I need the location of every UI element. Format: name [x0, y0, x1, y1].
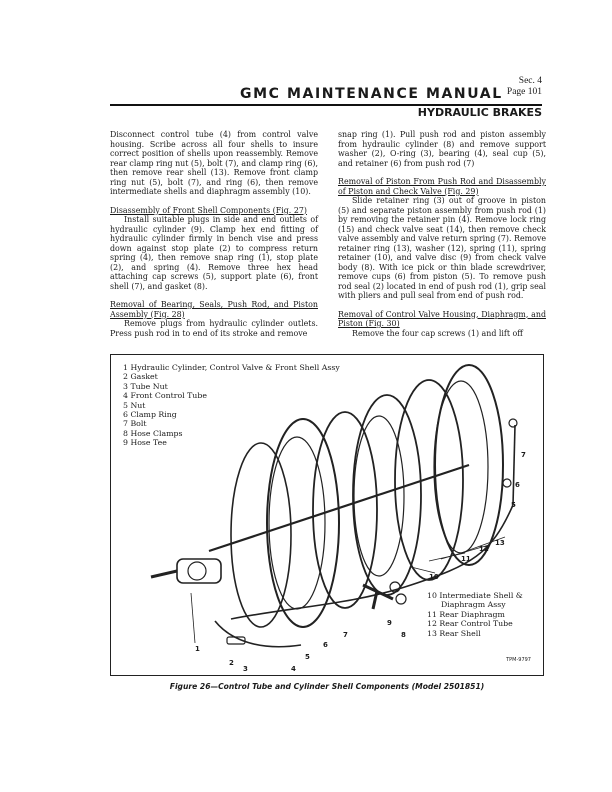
callout-2: 2	[229, 659, 234, 667]
callout-10: 10	[429, 573, 439, 581]
callout-7-front: 7	[343, 631, 348, 639]
section-page-reference	[507, 76, 542, 98]
legend-item: 10 Intermediate Shell &	[427, 591, 523, 600]
parts-legend-right	[427, 591, 523, 638]
section-heading: Removal of Piston From Push Rod and Disassembly of Piston and Check Valve (Fig. 29)	[338, 177, 546, 196]
figure-tag: TPM-9797	[506, 657, 531, 663]
legend-item: 12 Rear Control Tube	[427, 619, 513, 629]
callout-4: 4	[291, 665, 296, 673]
paragraph: snap ring (1). Pull push rod and piston assembly from hydraulic cylinder (8) and remove support washer (2), O-ring (3), bearing (4), seal cup (5), and retainer (6) from push rod (7)	[338, 130, 546, 168]
paragraph: Remove the four cap screws (1) and lift off	[352, 328, 523, 338]
legend-item: 11 Rear Diaphragm	[427, 609, 505, 619]
legend-item: 6 Clamp Ring	[123, 410, 177, 420]
figure-caption: Figure 26—Control Tube and Cylinder Shell Components (Model 2501851)	[169, 682, 485, 691]
tube-riser	[513, 425, 515, 505]
legend-item: 9 Hose Tee	[123, 438, 167, 448]
legend-item: 13 Rear Shell	[427, 628, 481, 638]
callout-6-rear: 6	[515, 481, 520, 489]
callout-11: 11	[461, 555, 471, 563]
manual-title: GMC MAINTENANCE MANUAL	[240, 86, 503, 102]
parts-legend-left	[123, 363, 340, 448]
control-valve-cap	[188, 562, 206, 580]
legend-item: 4 Front Control Tube	[123, 391, 207, 401]
fitting-clamp-nut	[503, 479, 511, 487]
front-shell-outline	[267, 419, 339, 627]
leader-1	[191, 593, 195, 643]
section-heading: Disassembly of Front Shell Components (Fig. 27)	[110, 205, 307, 215]
paragraph: Remove plugs from hydraulic cylinder outlets. Press push rod in to end of its stroke and remove	[110, 319, 318, 338]
callout-6-front: 6	[323, 641, 328, 649]
figure-26	[110, 354, 544, 676]
legend-item: 3 Tube Nut	[123, 381, 168, 391]
legend-item: 7 Bolt	[123, 419, 147, 429]
legend-item-continuation: Diaphragm Assy	[441, 600, 506, 610]
front-control-tube	[215, 621, 301, 647]
legend-item: 1 Hydraulic Cylinder, Control Valve & Front Shell Assy	[123, 363, 340, 372]
intermediate-diaphragm	[354, 416, 404, 576]
callout-5-front: 5	[305, 653, 310, 661]
callout-3: 3	[243, 665, 248, 673]
cylinder-outlet	[151, 571, 177, 577]
section-heading: Removal of Control Valve Housing, Diaphragm, and Piston (Fig. 30)	[338, 309, 546, 328]
callout-8: 8	[401, 631, 406, 639]
chapter-title: HYDRAULIC BRAKES	[417, 106, 542, 119]
right-text-column	[338, 130, 546, 338]
callout-5-rear: 5	[511, 501, 516, 509]
paragraph: Slide retainer ring (3) out of groove in piston (5) and separate piston assembly from push rod (1) by removing the retainer pin (4). Remove lock ring (15) and check valve seat (14), then remove check valve assembly and valve return spring (7). Remove retainer ring (13), washer (12), spring (11), spring retainer (10), and valve disc (9) from check valve body (8). With ice pick or thin blade screwdriver, remove cups (6) from piston (5). To remove push rod seal (2) located in end of push rod (1), grip seal with pliers and pull seal from end of push rod.	[338, 196, 546, 300]
callout-13: 13	[495, 539, 505, 547]
callout-1: 1	[195, 645, 200, 653]
callout-9: 9	[387, 619, 392, 627]
legend-item: 5 Nut	[123, 400, 146, 410]
left-text-column	[110, 130, 318, 338]
clamp-ring-front	[231, 443, 291, 627]
leader-11	[429, 553, 465, 561]
callout-7-rear: 7	[521, 451, 526, 459]
paragraph: Install suitable plugs in side and end outlets of hydraulic cylinder (9). Clamp hex end fitting of hydraulic cylinder firmly in bench vise and press down against stop plate (2) to compress return spring (4), then remove snap ring (1), stop plate (2), and spring (4). Remove three hex head attaching cap screws (5), support plate (6), front shell (7), and gasket (8).	[110, 215, 318, 291]
hose-clamp-b	[396, 594, 406, 604]
section-number: Sec. 4	[518, 76, 542, 86]
page-number: Page 101	[506, 87, 542, 97]
paragraph: Disconnect control tube (4) from control valve housing. Scribe across all four shells to insure correct position of shells upon reassembly. Remove rear clamp ring nut (5), bolt (7), and clamp ring (6), then remove rear shell (13). Remove front clamp ring nut (5), bolt (7), and ring (6), then remove intermediate shells and diaphragm assembly (10).	[110, 130, 318, 196]
section-heading: Removal of Bearing, Seals, Push Rod, and Piston Assembly (Fig. 28)	[110, 300, 318, 319]
fitting-top	[509, 419, 517, 427]
intermediate-shell-outline	[353, 395, 421, 595]
legend-item: 2 Gasket	[123, 372, 158, 382]
legend-item: 8 Hose Clamps	[123, 428, 183, 438]
callout-12: 12	[479, 545, 489, 553]
